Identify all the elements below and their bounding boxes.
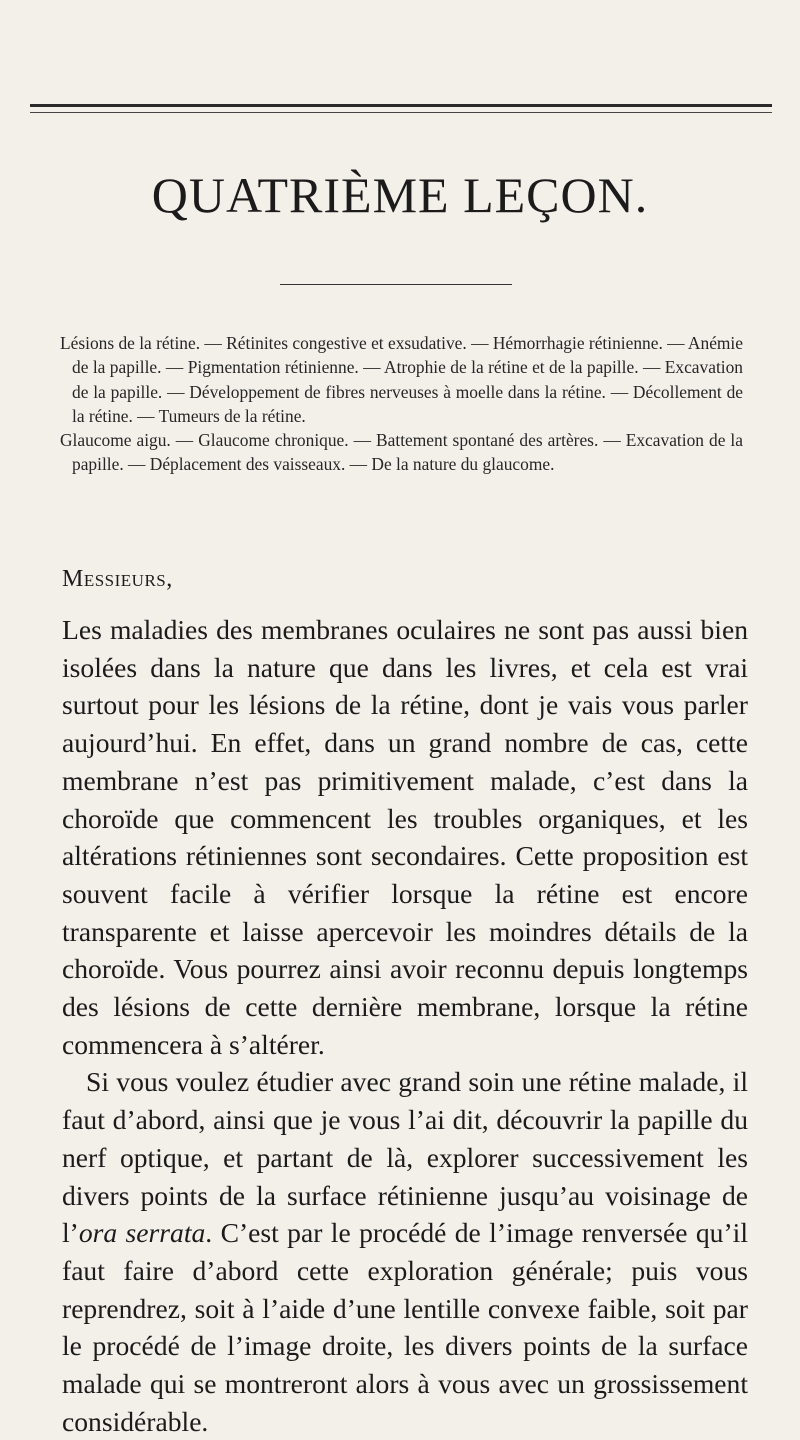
top-double-rule	[30, 104, 772, 107]
summary-paragraph-glaucoma: Glaucome aigu. — Glaucome chronique. — Battement spontané des artères. — Excavation de la papille. — Déplacement des vaisseaux. — De la nature du glaucome.	[60, 430, 743, 475]
body-paragraph-2	[62, 1063, 748, 1440]
chapter-title: QUATRIÈME LEÇON.	[151, 167, 649, 223]
summary-paragraph-retina: Lésions de la rétine. — Rétinites congestive et exsudative. — Hémorrhagie rétinienne. — Anémie de la papille. — Pigmentation rétinienne. — Atrophie de la rétine et de la papille. — Excavation de la papille. — Développement de fibres nerveuses à moelle dans la rétine. — Décollement de la rétine. — Tumeurs de la rétine.	[60, 333, 743, 426]
chapter-summary	[60, 331, 743, 477]
body-paragraph-2-start: Si vous voulez étudier avec grand soin une rétine malade, il faut d’abord, ainsi que je vous l’ai dit, découvrir la papille du nerf optique, et partant de là, explorer successivement les divers points de la surface rétinienne jusqu’au voisinage de l’	[62, 1066, 748, 1249]
salutation: Messieurs,	[62, 566, 173, 592]
lecture-body	[62, 611, 748, 1440]
ora-serrata-term: ora serrata	[78, 1217, 206, 1249]
body-paragraph-2-end: . C’est par le procédé de l’image renversée qu’il faut faire d’abord cette exploration générale; puis vous reprendrez, soit à l’aide d’une lentille convexe faible, soit par le procédé de l’image droite, les divers points de la surface malade qui se montreront alors à vous avec un grossissement considérable.	[62, 1217, 748, 1437]
top-thin-rule	[30, 112, 772, 113]
body-paragraph-1: Les maladies des membranes oculaires ne sont pas aussi bien isolées dans la nature que dans les livres, et cela est vrai surtout pour les lésions de la rétine, dont je vais vous parler aujourd’hui. En effet, dans un grand nombre de cas, cette membrane n’est pas primitivement malade, c’est dans la choroïde que commencent les troubles organiques, et les altérations rétiniennes sont secondaires. Cette proposition est souvent facile à vérifier lorsque la rétine est encore transparente et laisse apercevoir les moindres détails de la choroïde. Vous pourrez ainsi avoir reconnu depuis longtemps des lésions de cette dernière membrane, lorsque la rétine commencera à s’altérer.	[62, 614, 748, 1060]
title-rule	[280, 284, 512, 285]
